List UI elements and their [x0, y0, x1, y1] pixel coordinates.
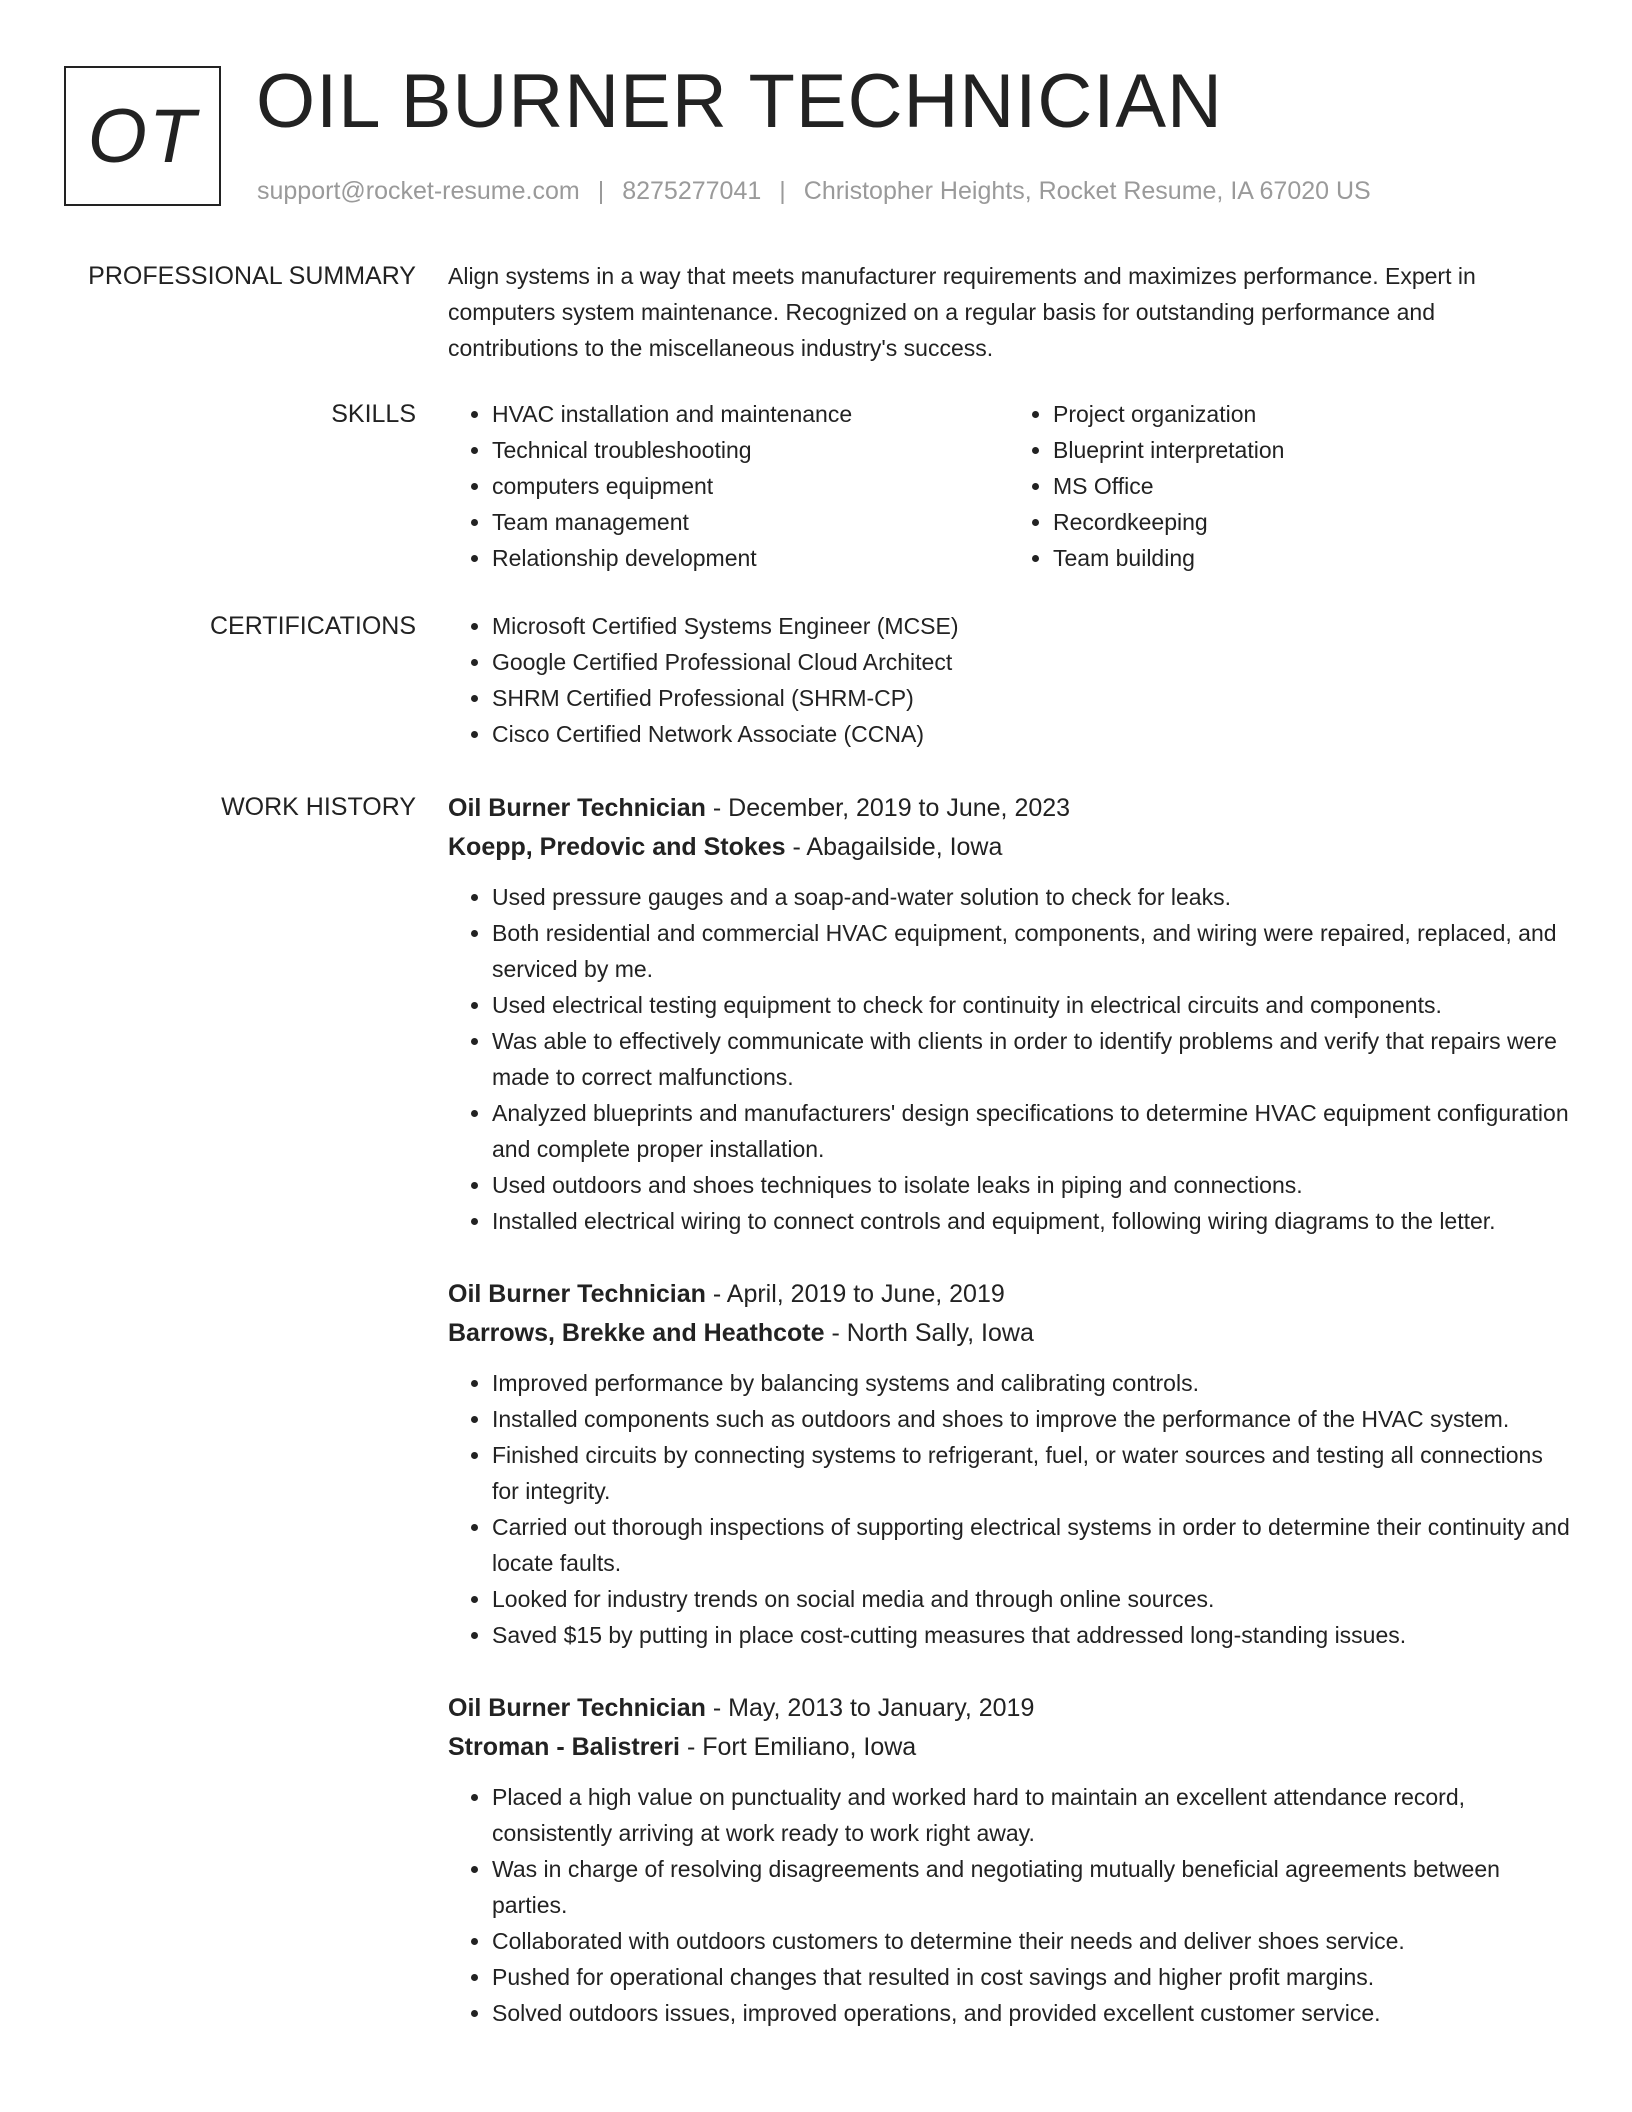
job-bullets — [448, 1779, 1570, 2031]
contact-separator: | — [597, 177, 605, 205]
job-bullet: • Improved performance by balancing systems and calibrating controls. — [492, 1365, 1570, 1401]
contact-line — [257, 174, 1371, 208]
skill-item: • Blueprint interpretation — [1053, 432, 1570, 468]
summary-text: Align systems in a way that meets manufacturer requirements and maximizes performance. Expert in computers system maintenance. Recognized on a regular basis for outstanding performance and contributions to the miscellaneous industry's success. — [448, 263, 1476, 361]
contact-address: Christopher Heights, Rocket Resume, IA 67020 US — [803, 177, 1371, 205]
job-bullet: • Saved $15 by putting in place cost-cutting measures that addressed long-standing issues. — [492, 1617, 1570, 1653]
job-company-line — [448, 1727, 1570, 1767]
job-entry — [448, 1689, 1570, 2031]
job-dates: - May, 2013 to January, 2019 — [705, 1694, 1035, 1722]
skill-item: • MS Office — [1053, 468, 1570, 504]
job-entry — [448, 789, 1570, 1239]
certifications-heading: CERTIFICATIONS — [209, 612, 416, 640]
job-title-line — [448, 1275, 1570, 1313]
job-bullet: • Collaborated with outdoors customers to determine their needs and deliver shoes service. — [492, 1923, 1570, 1959]
job-company-line — [448, 1313, 1570, 1353]
job-bullets — [448, 879, 1570, 1239]
skill-item: • computers equipment — [492, 468, 1009, 504]
job-dates: - April, 2019 to June, 2019 — [705, 1280, 1005, 1308]
job-bullet: • Pushed for operational changes that resulted in cost savings and higher profit margins. — [492, 1959, 1570, 1995]
job-bullet: • Was able to effectively communicate with clients in order to identify problems and verify that repairs were made to correct malfunctions. — [492, 1023, 1570, 1095]
skills-heading: SKILLS — [331, 400, 416, 428]
skill-item: • HVAC installation and maintenance — [492, 396, 1009, 432]
job-company: Barrows, Brekke and Heathcote — [448, 1319, 825, 1347]
skills-list-right — [1009, 396, 1570, 576]
job-company: Koepp, Predovic and Stokes — [448, 833, 786, 861]
skill-item: • Relationship development — [492, 540, 1009, 576]
certifications-list — [448, 608, 1570, 752]
job-title-line — [448, 1689, 1570, 1727]
certification-item: • Cisco Certified Network Associate (CCNA) — [492, 716, 1570, 752]
job-title: Oil Burner Technician — [448, 1280, 706, 1308]
skill-item: • Recordkeeping — [1053, 504, 1570, 540]
summary-heading: PROFESSIONAL SUMMARY — [88, 262, 416, 290]
job-company-line — [448, 827, 1570, 867]
job-bullet: • Carried out thorough inspections of supporting electrical systems in order to determine their continuity and locate faults. — [492, 1509, 1570, 1581]
skill-item: • Technical troubleshooting — [492, 432, 1009, 468]
job-title: Oil Burner Technician — [448, 1694, 706, 1722]
work-history-heading: WORK HISTORY — [221, 793, 416, 821]
job-bullet: • Installed electrical wiring to connect controls and equipment, following wiring diagrams to the letter. — [492, 1203, 1570, 1239]
monogram-box — [64, 66, 221, 206]
job-title: Oil Burner Technician — [448, 794, 706, 822]
certification-item: • SHRM Certified Professional (SHRM-CP) — [492, 680, 1570, 716]
job-bullet: • Was in charge of resolving disagreements and negotiating mutually beneficial agreements between parties. — [492, 1851, 1570, 1923]
job-bullet: • Installed components such as outdoors and shoes to improve the performance of the HVAC system. — [492, 1401, 1570, 1437]
skills-list-left — [448, 396, 1009, 576]
job-bullet: • Analyzed blueprints and manufacturers' design specifications to determine HVAC equipment configuration and complete proper installation. — [492, 1095, 1570, 1167]
job-location: - North Sally, Iowa — [824, 1319, 1034, 1347]
job-bullet: • Solved outdoors issues, improved operations, and provided excellent customer service. — [492, 1995, 1570, 2031]
contact-email: support@rocket-resume.com — [257, 177, 580, 205]
job-bullet: • Both residential and commercial HVAC equipment, components, and wiring were repaired, replaced, and serviced by me. — [492, 915, 1570, 987]
contact-separator: | — [779, 177, 786, 205]
resume-title: OIL BURNER TECHNICIAN — [256, 59, 1223, 144]
contact-phone: 8275277041 — [622, 177, 762, 205]
monogram-initials: OT — [87, 93, 198, 179]
skill-item: • Team building — [1053, 540, 1570, 576]
job-bullet: • Used electrical testing equipment to check for continuity in electrical circuits and components. — [492, 987, 1570, 1023]
skill-item: • Team management — [492, 504, 1009, 540]
job-bullet: • Finished circuits by connecting systems to refrigerant, fuel, or water sources and testing all connections for integrity. — [492, 1437, 1570, 1509]
job-bullet: • Placed a high value on punctuality and worked hard to maintain an excellent attendance record, consistently arriving at work ready to work right away. — [492, 1779, 1570, 1851]
job-bullet: • Looked for industry trends on social media and through online sources. — [492, 1581, 1570, 1617]
skill-item: • Project organization — [1053, 396, 1570, 432]
certification-item: • Google Certified Professional Cloud Architect — [492, 644, 1570, 680]
job-bullet: • Used outdoors and shoes techniques to isolate leaks in piping and connections. — [492, 1167, 1570, 1203]
job-location: - Fort Emiliano, Iowa — [680, 1733, 917, 1761]
job-bullets — [448, 1365, 1570, 1653]
job-dates: - December, 2019 to June, 2023 — [705, 794, 1071, 822]
certification-item: • Microsoft Certified Systems Engineer (MCSE) — [492, 608, 1570, 644]
job-entry — [448, 1275, 1570, 1653]
job-title-line — [448, 789, 1570, 827]
job-bullet: • Used pressure gauges and a soap-and-water solution to check for leaks. — [492, 879, 1570, 915]
job-location: - Abagailside, Iowa — [785, 833, 1003, 861]
job-company: Stroman - Balistreri — [448, 1733, 681, 1761]
